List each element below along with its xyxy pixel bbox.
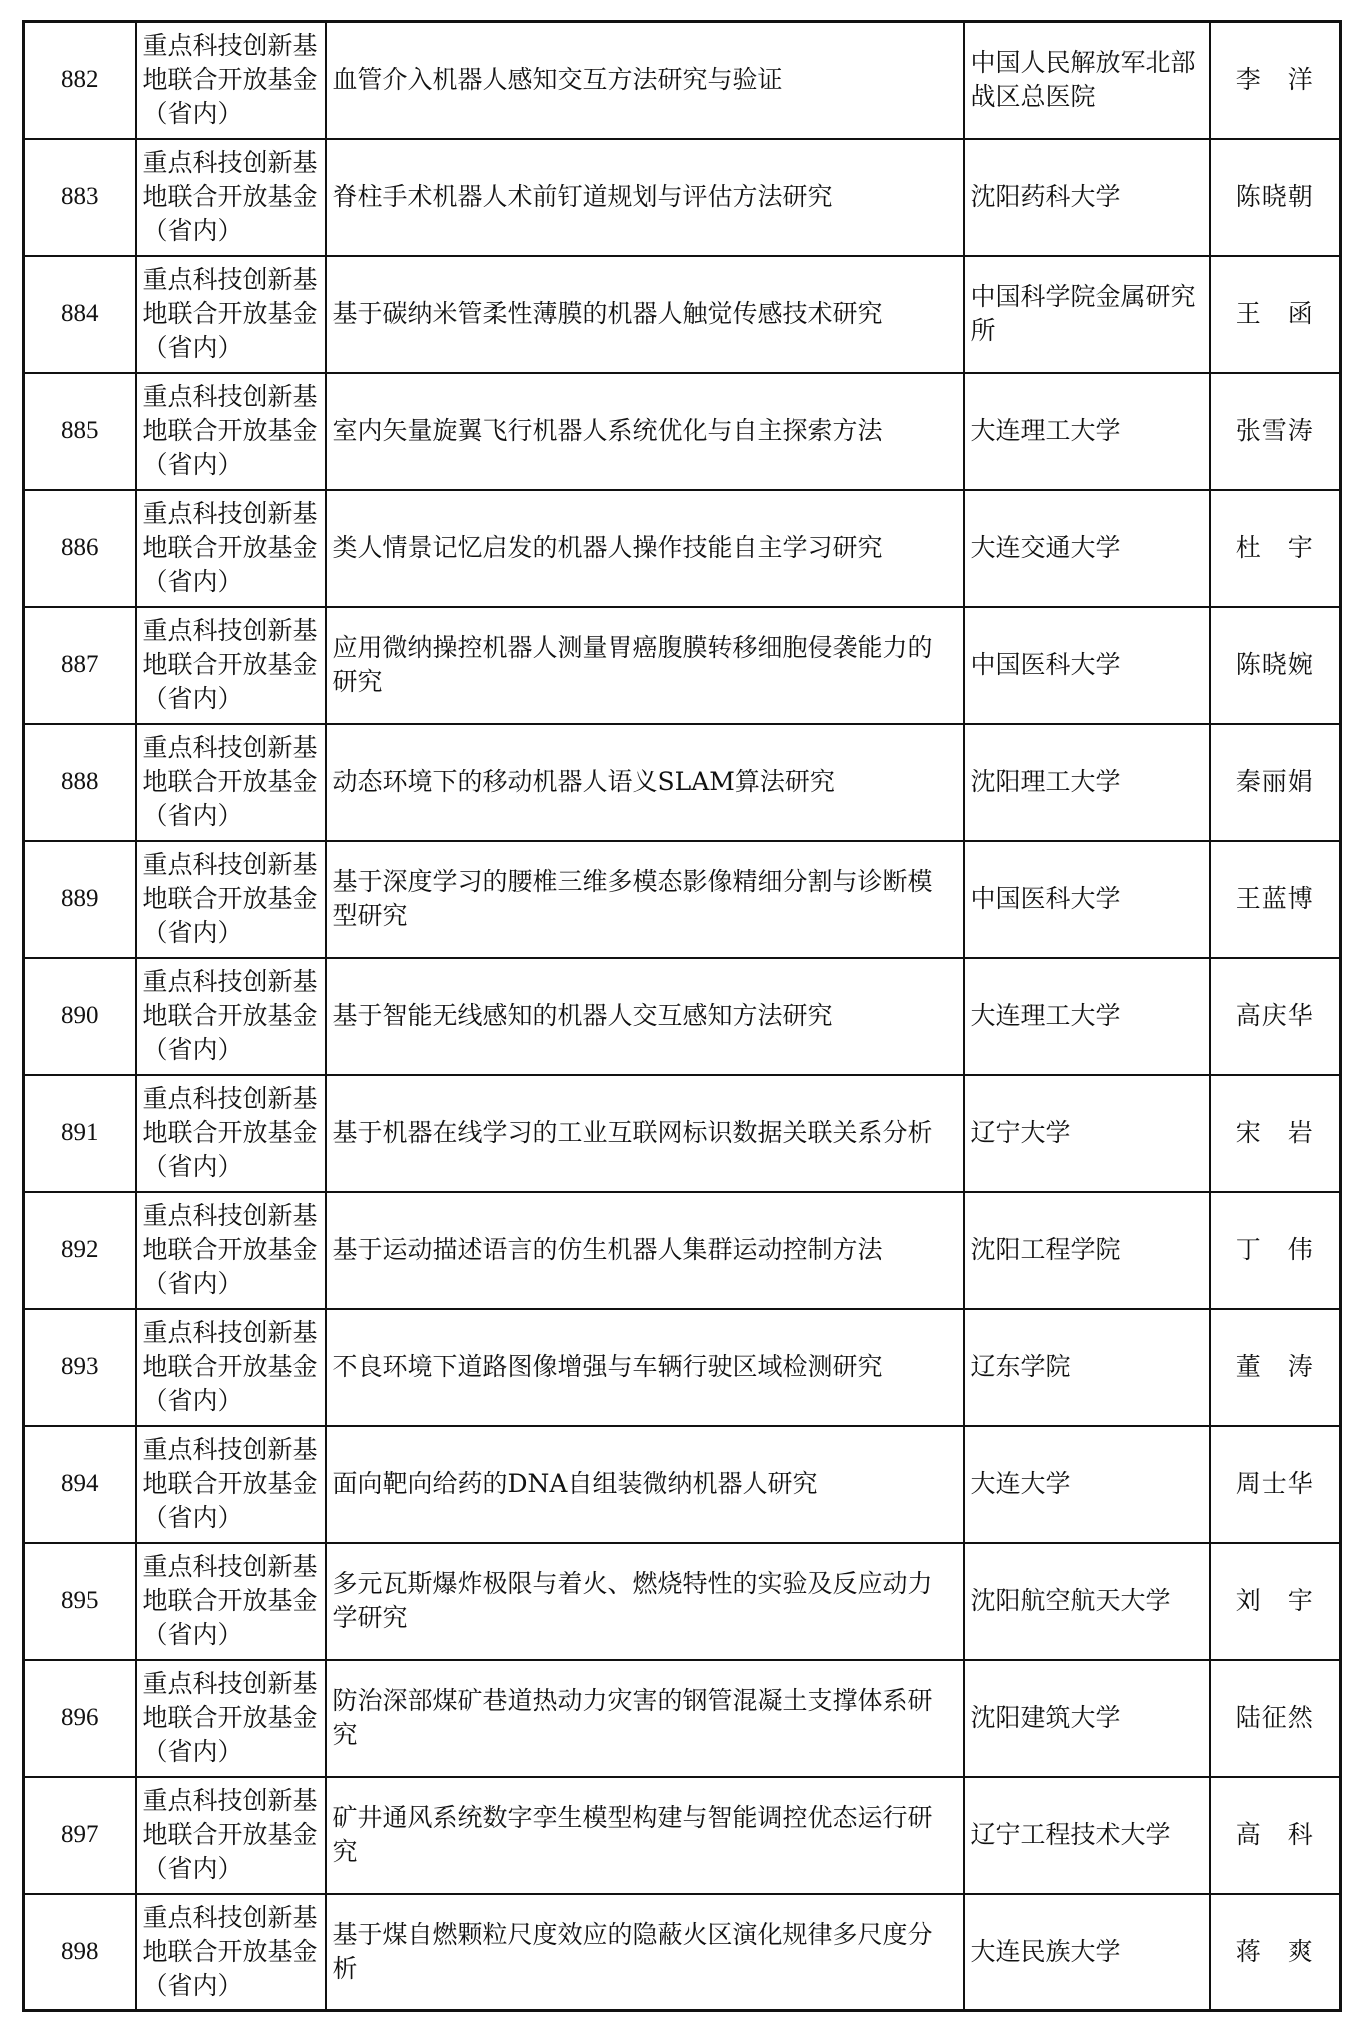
project-title: 脊柱手术机器人术前钉道规划与评估方法研究 bbox=[326, 139, 964, 256]
project-title: 基于煤自燃颗粒尺度效应的隐蔽火区演化规律多尺度分析 bbox=[326, 1894, 964, 2011]
principal-investigator: 周士华 bbox=[1210, 1426, 1341, 1543]
row-number: 885 bbox=[24, 373, 136, 490]
principal-investigator: 李 洋 bbox=[1210, 22, 1341, 139]
row-number: 888 bbox=[24, 724, 136, 841]
project-title: 矿井通风系统数字孪生模型构建与智能调控优态运行研究 bbox=[326, 1777, 964, 1894]
row-number: 898 bbox=[24, 1894, 136, 2011]
fund-category: 重点科技创新基地联合开放基金（省内） bbox=[136, 724, 326, 841]
principal-investigator: 刘 宇 bbox=[1210, 1543, 1341, 1660]
project-title: 基于碳纳米管柔性薄膜的机器人触觉传感技术研究 bbox=[326, 256, 964, 373]
project-title: 动态环境下的移动机器人语义SLAM算法研究 bbox=[326, 724, 964, 841]
principal-investigator: 秦丽娟 bbox=[1210, 724, 1341, 841]
host-institution: 沈阳航空航天大学 bbox=[964, 1543, 1210, 1660]
fund-category: 重点科技创新基地联合开放基金（省内） bbox=[136, 1660, 326, 1777]
fund-category: 重点科技创新基地联合开放基金（省内） bbox=[136, 1426, 326, 1543]
principal-investigator: 丁 伟 bbox=[1210, 1192, 1341, 1309]
row-number: 886 bbox=[24, 490, 136, 607]
host-institution: 大连大学 bbox=[964, 1426, 1210, 1543]
principal-investigator: 宋 岩 bbox=[1210, 1075, 1341, 1192]
fund-category: 重点科技创新基地联合开放基金（省内） bbox=[136, 1192, 326, 1309]
fund-category: 重点科技创新基地联合开放基金（省内） bbox=[136, 373, 326, 490]
row-number: 891 bbox=[24, 1075, 136, 1192]
row-number: 890 bbox=[24, 958, 136, 1075]
fund-category: 重点科技创新基地联合开放基金（省内） bbox=[136, 958, 326, 1075]
principal-investigator: 蒋 爽 bbox=[1210, 1894, 1341, 2011]
table-row bbox=[24, 841, 1341, 958]
principal-investigator: 陈晓婉 bbox=[1210, 607, 1341, 724]
table-row bbox=[24, 373, 1341, 490]
table-row bbox=[24, 22, 1341, 139]
principal-investigator: 张雪涛 bbox=[1210, 373, 1341, 490]
host-institution: 大连交通大学 bbox=[964, 490, 1210, 607]
fund-category: 重点科技创新基地联合开放基金（省内） bbox=[136, 607, 326, 724]
project-title: 血管介入机器人感知交互方法研究与验证 bbox=[326, 22, 964, 139]
table-row bbox=[24, 1660, 1341, 1777]
host-institution: 辽宁工程技术大学 bbox=[964, 1777, 1210, 1894]
table-row bbox=[24, 256, 1341, 373]
row-number: 893 bbox=[24, 1309, 136, 1426]
row-number: 883 bbox=[24, 139, 136, 256]
table-row bbox=[24, 1543, 1341, 1660]
project-title: 基于运动描述语言的仿生机器人集群运动控制方法 bbox=[326, 1192, 964, 1309]
row-number: 884 bbox=[24, 256, 136, 373]
row-number: 882 bbox=[24, 22, 136, 139]
host-institution: 大连理工大学 bbox=[964, 373, 1210, 490]
table-row bbox=[24, 1309, 1341, 1426]
fund-category: 重点科技创新基地联合开放基金（省内） bbox=[136, 22, 326, 139]
host-institution: 中国科学院金属研究所 bbox=[964, 256, 1210, 373]
table-body bbox=[24, 22, 1341, 2011]
fund-category: 重点科技创新基地联合开放基金（省内） bbox=[136, 139, 326, 256]
table-row bbox=[24, 490, 1341, 607]
principal-investigator: 董 涛 bbox=[1210, 1309, 1341, 1426]
host-institution: 沈阳建筑大学 bbox=[964, 1660, 1210, 1777]
fund-category: 重点科技创新基地联合开放基金（省内） bbox=[136, 1309, 326, 1426]
row-number: 896 bbox=[24, 1660, 136, 1777]
principal-investigator: 杜 宇 bbox=[1210, 490, 1341, 607]
fund-category: 重点科技创新基地联合开放基金（省内） bbox=[136, 490, 326, 607]
fund-category: 重点科技创新基地联合开放基金（省内） bbox=[136, 841, 326, 958]
principal-investigator: 陆征然 bbox=[1210, 1660, 1341, 1777]
project-title: 类人情景记忆启发的机器人操作技能自主学习研究 bbox=[326, 490, 964, 607]
host-institution: 辽宁大学 bbox=[964, 1075, 1210, 1192]
row-number: 887 bbox=[24, 607, 136, 724]
table-row bbox=[24, 1426, 1341, 1543]
row-number: 892 bbox=[24, 1192, 136, 1309]
project-list-table bbox=[22, 20, 1342, 2012]
fund-category: 重点科技创新基地联合开放基金（省内） bbox=[136, 1075, 326, 1192]
project-title: 不良环境下道路图像增强与车辆行驶区域检测研究 bbox=[326, 1309, 964, 1426]
fund-category: 重点科技创新基地联合开放基金（省内） bbox=[136, 256, 326, 373]
host-institution: 大连民族大学 bbox=[964, 1894, 1210, 2011]
project-title: 基于深度学习的腰椎三维多模态影像精细分割与诊断模型研究 bbox=[326, 841, 964, 958]
project-title: 基于智能无线感知的机器人交互感知方法研究 bbox=[326, 958, 964, 1075]
host-institution: 中国人民解放军北部战区总医院 bbox=[964, 22, 1210, 139]
host-institution: 沈阳药科大学 bbox=[964, 139, 1210, 256]
principal-investigator: 王蓝博 bbox=[1210, 841, 1341, 958]
table-row bbox=[24, 139, 1341, 256]
principal-investigator: 高 科 bbox=[1210, 1777, 1341, 1894]
project-title: 面向靶向给药的DNA自组装微纳机器人研究 bbox=[326, 1426, 964, 1543]
table-row bbox=[24, 958, 1341, 1075]
host-institution: 沈阳工程学院 bbox=[964, 1192, 1210, 1309]
host-institution: 辽东学院 bbox=[964, 1309, 1210, 1426]
table-row bbox=[24, 1075, 1341, 1192]
host-institution: 沈阳理工大学 bbox=[964, 724, 1210, 841]
fund-category: 重点科技创新基地联合开放基金（省内） bbox=[136, 1777, 326, 1894]
principal-investigator: 陈晓朝 bbox=[1210, 139, 1341, 256]
row-number: 897 bbox=[24, 1777, 136, 1894]
row-number: 894 bbox=[24, 1426, 136, 1543]
table-row bbox=[24, 1894, 1341, 2011]
principal-investigator: 王 函 bbox=[1210, 256, 1341, 373]
project-title: 应用微纳操控机器人测量胃癌腹膜转移细胞侵袭能力的研究 bbox=[326, 607, 964, 724]
fund-category: 重点科技创新基地联合开放基金（省内） bbox=[136, 1543, 326, 1660]
table-row bbox=[24, 724, 1341, 841]
project-title: 防治深部煤矿巷道热动力灾害的钢管混凝土支撑体系研究 bbox=[326, 1660, 964, 1777]
row-number: 889 bbox=[24, 841, 136, 958]
fund-category: 重点科技创新基地联合开放基金（省内） bbox=[136, 1894, 326, 2011]
project-title: 室内矢量旋翼飞行机器人系统优化与自主探索方法 bbox=[326, 373, 964, 490]
host-institution: 中国医科大学 bbox=[964, 841, 1210, 958]
host-institution: 大连理工大学 bbox=[964, 958, 1210, 1075]
row-number: 895 bbox=[24, 1543, 136, 1660]
table-row bbox=[24, 1777, 1341, 1894]
table-row bbox=[24, 1192, 1341, 1309]
principal-investigator: 高庆华 bbox=[1210, 958, 1341, 1075]
table-row bbox=[24, 607, 1341, 724]
host-institution: 中国医科大学 bbox=[964, 607, 1210, 724]
project-title: 基于机器在线学习的工业互联网标识数据关联关系分析 bbox=[326, 1075, 964, 1192]
project-title: 多元瓦斯爆炸极限与着火、燃烧特性的实验及反应动力学研究 bbox=[326, 1543, 964, 1660]
